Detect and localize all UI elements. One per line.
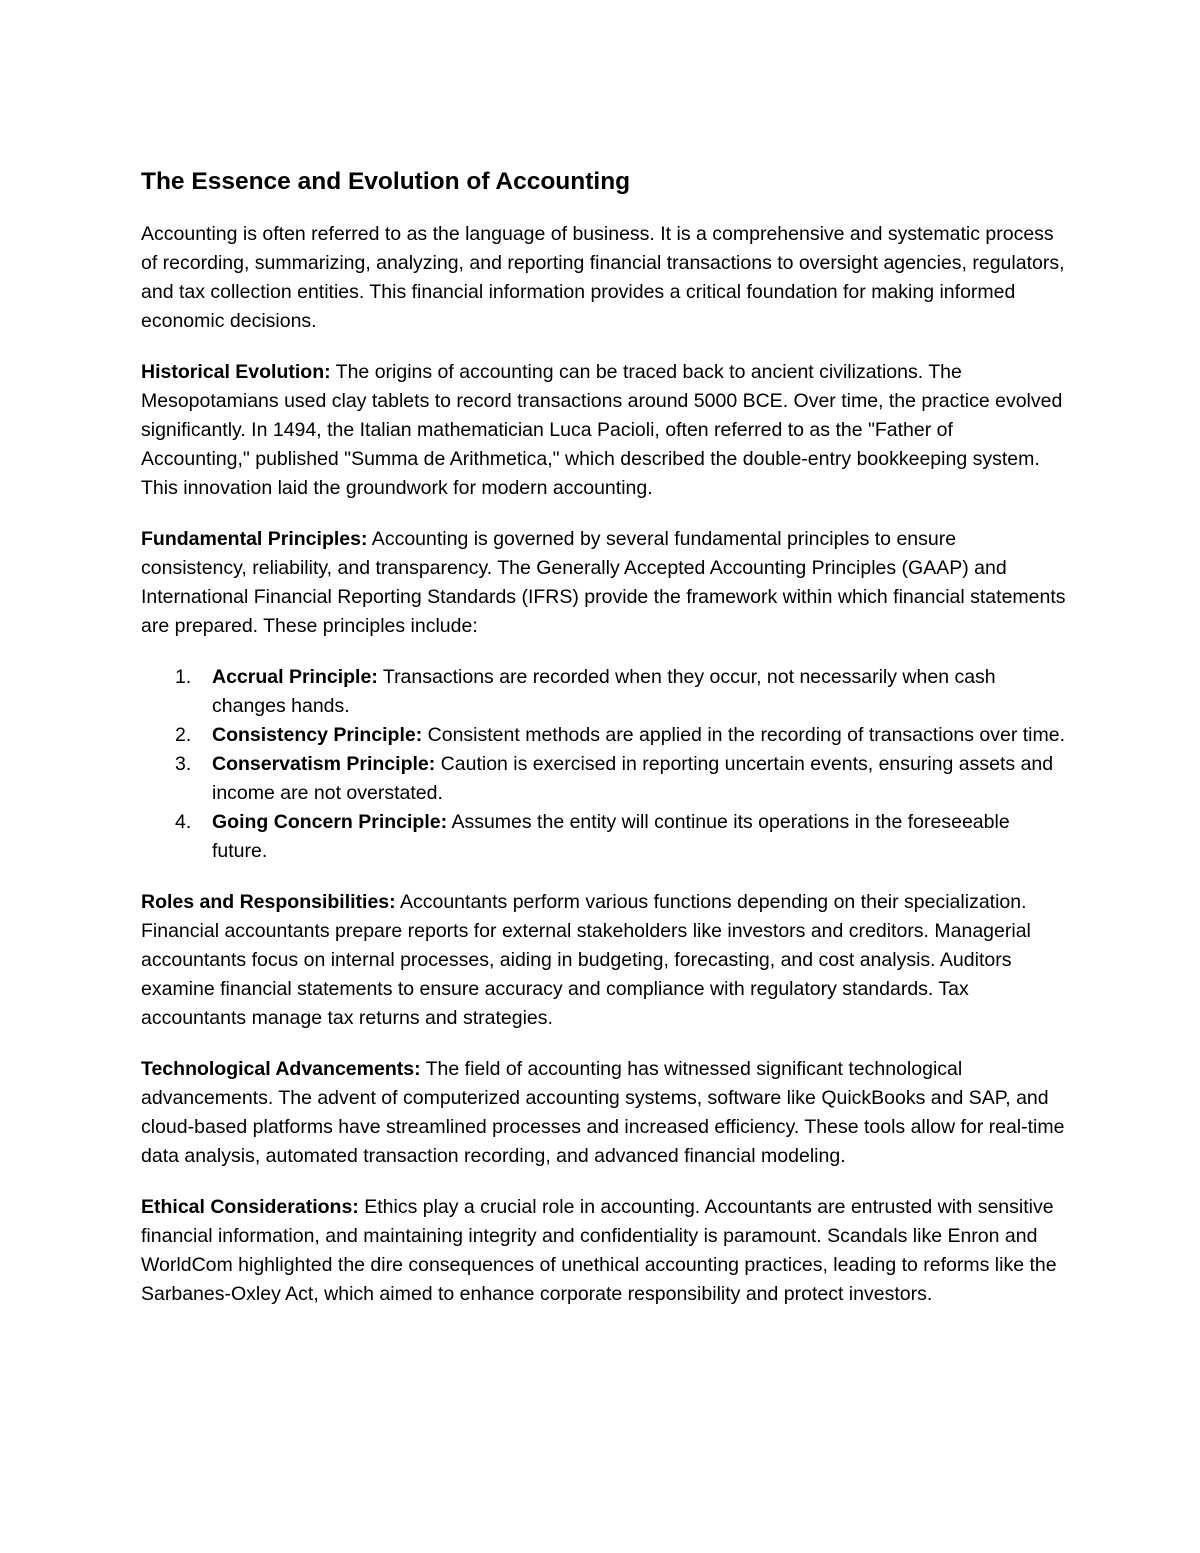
list-item-number: 3. — [175, 753, 192, 775]
intro-paragraph: Accounting is often referred to as the language of business. It is a comprehensive and systematic process of recording, summarizing, analyzing, and reporting financial transactions to oversight agencies, regulators, and tax collection entities. This financial information provides a critical foundation for making informed economic decisions. — [141, 223, 1065, 332]
list-item — [141, 663, 1066, 721]
list-item — [141, 750, 1066, 808]
roles-responsibilities-paragraph — [141, 888, 1066, 1033]
technological-advancements-text: The field of accounting has witnessed significant technological advancements. The advent of computerized accounting systems, software like QuickBooks and SAP, and cloud-based platforms have streamlined processes and increased efficiency. These tools allow for real-time data analysis, automated transaction recording, and advanced financial modeling. — [141, 1058, 1065, 1167]
historical-evolution-paragraph — [141, 358, 1066, 503]
technological-advancements-heading: Technological Advancements: — [141, 1058, 421, 1080]
ethical-considerations-paragraph — [141, 1193, 1066, 1309]
list-item-number: 2. — [175, 724, 192, 746]
principle-text: Transactions are recorded when they occur, not necessarily when cash changes hands. — [212, 666, 996, 717]
historical-evolution-heading: Historical Evolution: — [141, 361, 331, 383]
principle-text: Consistent methods are applied in the recording of transactions over time. — [422, 724, 1065, 746]
principle-name: Accrual Principle: — [212, 666, 378, 688]
fundamental-principles-text: Accounting is governed by several fundamental principles to ensure consistency, reliability, and transparency. The Generally Accepted Accounting Principles (GAAP) and International Financial Reporting Standards (IFRS) provide the framework within which financial statements are prepared. These principles include: — [141, 528, 1066, 637]
list-item-number: 4. — [175, 811, 192, 833]
principle-text: Assumes the entity will continue its operations in the foreseeable future. — [212, 811, 1010, 862]
principle-name: Going Concern Principle: — [212, 811, 448, 833]
principle-text: Caution is exercised in reporting uncertain events, ensuring assets and income are not overstated. — [212, 753, 1054, 804]
fundamental-principles-heading: Fundamental Principles: — [141, 528, 368, 550]
document-page — [141, 166, 1066, 1331]
fundamental-principles-paragraph — [141, 525, 1066, 641]
document-title: The Essence and Evolution of Accounting — [141, 168, 631, 195]
roles-responsibilities-heading: Roles and Responsibilities: — [141, 891, 396, 913]
list-item — [141, 721, 1066, 750]
technological-advancements-paragraph — [141, 1055, 1066, 1171]
ethical-considerations-heading: Ethical Considerations: — [141, 1196, 359, 1218]
principle-name: Consistency Principle: — [212, 724, 423, 746]
historical-evolution-text: The origins of accounting can be traced back to ancient civilizations. The Mesopotamians used clay tablets to record transactions around 5000 BCE. Over time, the practice evolved significantly. In 1494, the Italian mathematician Luca Pacioli, often referred to as the "Father of Accounting," published "Summa de Arithmetica," which described the double-entry bookkeeping system. This innovation laid the groundwork for modern accounting. — [141, 361, 1063, 499]
list-item-number: 1. — [175, 666, 192, 688]
list-item — [141, 808, 1066, 866]
ethical-considerations-text: Ethics play a crucial role in accounting. Accountants are entrusted with sensitive financial information, and maintaining integrity and confidentiality is paramount. Scandals like Enron and WorldCom highlighted the dire consequences of unethical accounting practices, leading to reforms like the Sarbanes-Oxley Act, which aimed to enhance corporate responsibility and protect investors. — [141, 1196, 1057, 1305]
principle-name: Conservatism Principle: — [212, 753, 436, 775]
roles-responsibilities-text: Accountants perform various functions depending on their specialization. Financial accountants prepare reports for external stakeholders like investors and creditors. Managerial accountants focus on internal processes, aiding in budgeting, forecasting, and cost analysis. Auditors examine financial statements to ensure accuracy and compliance with regulatory standards. Tax accountants manage tax returns and strategies. — [141, 891, 1031, 1029]
principles-list — [141, 663, 1066, 866]
